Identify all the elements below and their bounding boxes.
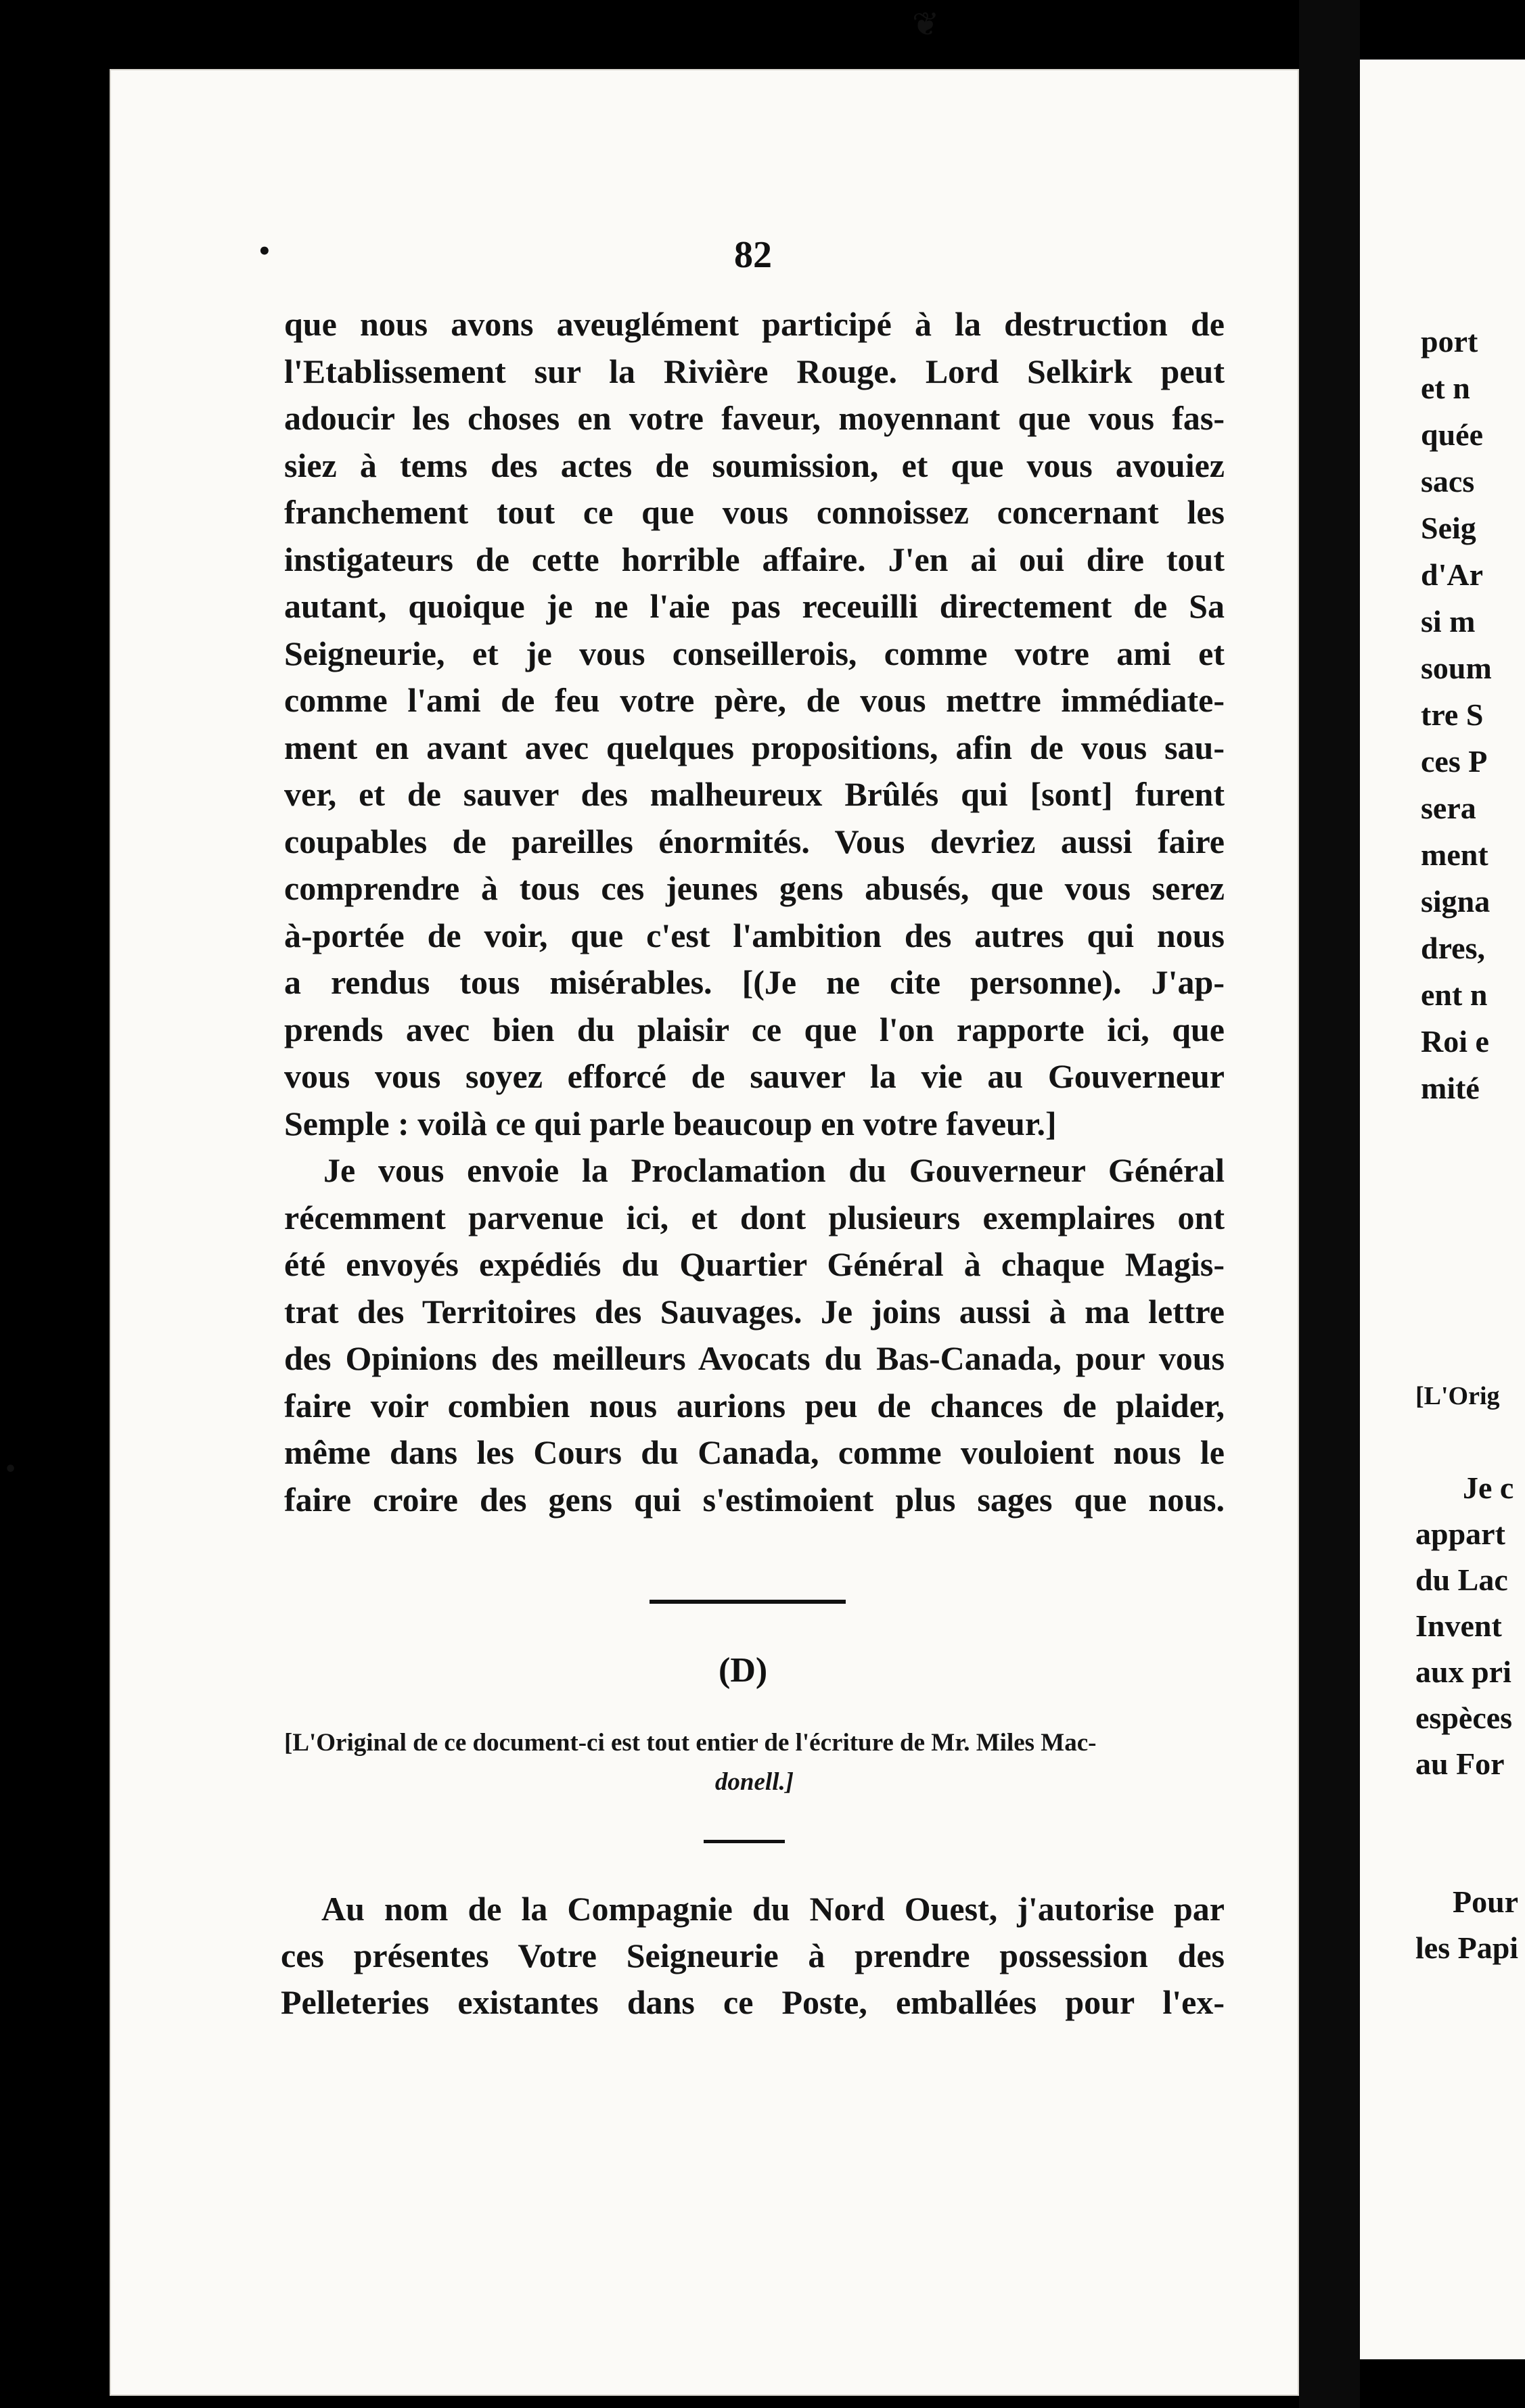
text-line: Au nom de la Compagnie du Nord Ouest, j'autorise par: [321, 1890, 1225, 1928]
section-label: (D): [719, 1651, 768, 1690]
fragment-line: [1415, 1419, 1518, 1465]
fragment-line: sera: [1421, 791, 1476, 825]
edge-ink-mark: ❦: [912, 5, 940, 43]
text-line: que nous avons aveuglément participé à la destruction de: [284, 305, 1225, 343]
text-line: été envoyés expédiés du Quartier Général à chaque Magis-: [284, 1245, 1225, 1283]
fragment-line: Pour: [1453, 1884, 1519, 1919]
fragment-line: quée: [1421, 417, 1483, 452]
text-line: comme l'ami de feu votre père, de vous mettre immédiate-: [284, 681, 1225, 719]
fragment-line: appart: [1415, 1516, 1505, 1551]
fragment-line: aux pri: [1415, 1654, 1511, 1689]
note-line: donell.]: [714, 1768, 794, 1796]
text-line: Semple : voilà ce qui parle beaucoup en votre faveur.]: [284, 1104, 1057, 1142]
section-divider: [650, 1600, 846, 1604]
fragment-line: ent n: [1421, 977, 1488, 1012]
main-text: [284, 301, 1225, 1523]
text-line: ment en avant avec quelques propositions, afin de vous sau-: [284, 728, 1225, 766]
document-body: [281, 1886, 1225, 2026]
note-line: [L'Original de ce document-ci est tout entier de l'écriture de Mr. Miles Mac-: [284, 1729, 1097, 1757]
text-line: autant, quoique je ne l'aie pas receuilli directement de Sa: [284, 587, 1225, 625]
text-line: siez à tems des actes de soumission, et que vous avouiez: [284, 446, 1225, 484]
text-line: Seigneurie, et je vous conseillerois, comme votre ami et: [284, 634, 1225, 672]
text-line: ces présentes Votre Seigneurie à prendre possession des: [281, 1937, 1225, 1974]
page-number: 82: [734, 234, 772, 276]
margin-mark: •: [257, 238, 272, 265]
fragment-line: d'Ar: [1421, 557, 1483, 592]
fragment-line: les Papi: [1415, 1930, 1519, 1965]
right-page-fragments-top: [1421, 318, 1492, 1111]
text-line: Je vous envoie la Proclamation du Gouverneur Général: [323, 1151, 1225, 1189]
fragment-line: et n: [1421, 371, 1470, 405]
short-divider: [704, 1840, 785, 1843]
text-line: franchement tout ce que vous connoissez concernant les: [284, 493, 1225, 531]
text-line: adoucir les choses en votre faveur, moyennant que vous fas-: [284, 399, 1225, 437]
fragment-line: Je c: [1463, 1471, 1514, 1505]
fragment-line: si m: [1421, 604, 1476, 639]
text-line: ver, et de sauver des malheureux Brûlés qui [sont] furent: [284, 775, 1225, 813]
text-line: faire voir combien nous aurions peu de chances de plaider,: [284, 1386, 1225, 1425]
text-line: Pelleteries existantes dans ce Poste, emballées pour l'ex-: [281, 1983, 1225, 2021]
fragment-line: Roi e: [1421, 1024, 1489, 1059]
fragment-line: port: [1421, 324, 1478, 358]
text-line: à-portée de voir, que c'est l'ambition des autres qui nous: [284, 916, 1225, 954]
fragment-line: ces P: [1421, 744, 1488, 779]
text-line: faire croire des gens qui s'estimoient plus sages que nous.: [284, 1480, 1225, 1519]
text-line: prends avec bien du plaisir ce que l'on rapporte ici, que: [284, 1010, 1225, 1048]
fragment-line: ment: [1421, 837, 1488, 872]
text-line: récemment parvenue ici, et dont plusieurs exemplaires ont: [284, 1198, 1225, 1236]
fragment-line: dres,: [1421, 931, 1485, 965]
edge-speck: •: [4, 1458, 18, 1481]
fragment-line: Seig: [1421, 511, 1476, 545]
text-line: coupables de pareilles énormités. Vous devriez aussi faire: [284, 822, 1225, 860]
fragment-line: [1415, 1787, 1518, 1833]
text-line: même dans les Cours du Canada, comme vouloient nous le: [284, 1433, 1225, 1471]
right-page-fragments-bottom: [1415, 1373, 1518, 1971]
book-gutter: [1299, 0, 1360, 2408]
fragment-line: du Lac: [1415, 1562, 1508, 1597]
text-line: vous vous soyez efforcé de sauver la vie au Gouverneur: [284, 1057, 1225, 1095]
text-line: des Opinions des meilleurs Avocats du Bas-Canada, pour vous: [284, 1339, 1225, 1377]
text-line: instigateurs de cette horrible affaire. J'en ai oui dire tout: [284, 540, 1225, 578]
text-line: l'Etablissement sur la Rivière Rouge. Lord Selkirk peut: [284, 352, 1225, 390]
editorial-note: [284, 1723, 1225, 1802]
fragment-line: espèces: [1415, 1700, 1513, 1735]
fragment-line: soum: [1421, 651, 1492, 685]
fragment-line: signa: [1421, 884, 1490, 919]
text-line: trat des Territoires des Sauvages. Je joins aussi à ma lettre: [284, 1292, 1225, 1330]
fragment-line: [L'Orig: [1415, 1382, 1500, 1410]
text-line: a rendus tous misérables. [(Je ne cite personne). J'ap-: [284, 963, 1225, 1001]
fragment-line: au For: [1415, 1746, 1505, 1781]
fragment-line: tre S: [1421, 697, 1484, 732]
text-line: comprendre à tous ces jeunes gens abusés, que vous serez: [284, 869, 1225, 907]
fragment-line: [1415, 1833, 1518, 1879]
fragment-line: mité: [1421, 1071, 1480, 1105]
fragment-line: Invent: [1415, 1608, 1502, 1643]
fragment-line: sacs: [1421, 464, 1475, 499]
